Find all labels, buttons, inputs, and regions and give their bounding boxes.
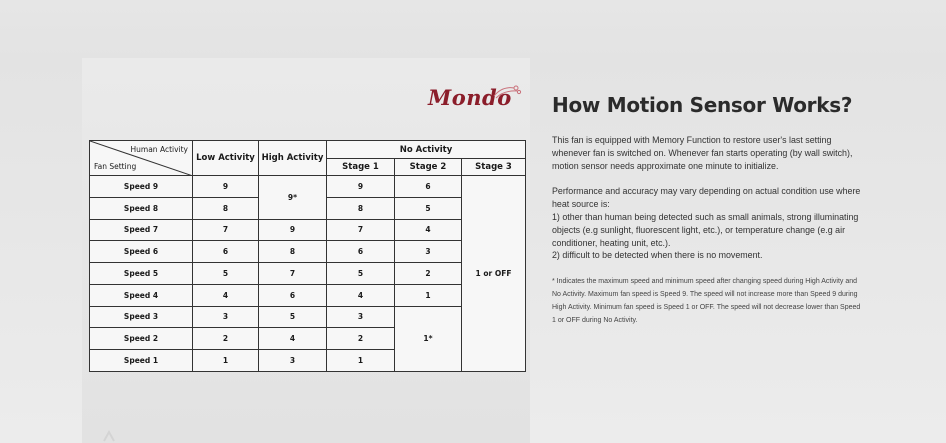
table-row	[90, 176, 526, 198]
human-activity-label: Human Activity	[130, 145, 188, 154]
high-cell: 8	[259, 241, 327, 263]
stage1-cell: 4	[327, 284, 395, 306]
row-label: Speed 8	[90, 197, 193, 219]
table-row	[90, 219, 526, 241]
stage2-cell: 1*	[395, 306, 462, 371]
low-cell: 3	[193, 306, 259, 328]
table-corner-header	[90, 141, 193, 176]
stage1-cell: 1	[327, 350, 395, 372]
stage2-cell: 1	[395, 284, 462, 306]
high-cell: 3	[259, 350, 327, 372]
row-label: Speed 2	[90, 328, 193, 350]
stage2-cell: 2	[395, 263, 462, 285]
performance-paragraph	[552, 185, 862, 262]
stage2-cell: 3	[395, 241, 462, 263]
stage1-cell: 7	[327, 219, 395, 241]
high-cell: 7	[259, 263, 327, 285]
high-cell: 9	[259, 219, 327, 241]
stage3-cell: 1 or OFF	[462, 176, 526, 372]
fan-speed-table	[89, 140, 526, 372]
performance-intro: Performance and accuracy may vary depending on actual condition use where heat source is:	[552, 186, 861, 210]
fan-setting-label: Fan Setting	[94, 162, 137, 171]
high-cell: 6	[259, 284, 327, 306]
stage2-cell: 4	[395, 219, 462, 241]
stage1-cell: 3	[327, 306, 395, 328]
stage1-cell: 6	[327, 241, 395, 263]
low-cell: 1	[193, 350, 259, 372]
table-row	[90, 263, 526, 285]
row-label: Speed 4	[90, 284, 193, 306]
low-cell: 8	[193, 197, 259, 219]
motion-sensor-description	[552, 92, 862, 327]
high-cell: 4	[259, 328, 327, 350]
table-row	[90, 284, 526, 306]
page-title: How Motion Sensor Works?	[552, 93, 853, 117]
row-label: Speed 5	[90, 263, 193, 285]
row-label: Speed 7	[90, 219, 193, 241]
row-label: Speed 6	[90, 241, 193, 263]
low-cell: 6	[193, 241, 259, 263]
high-cell: 9*	[259, 176, 327, 220]
logo-text: Mondo	[428, 85, 512, 110]
performance-item-2: 2) difficult to be detected when there is no movement.	[552, 250, 763, 261]
memory-function-paragraph: This fan is equipped with Memory Function to restore user's last setting whenever fan is switched on. Whenever fan starts operating (by wall switch), motion sensor needs approximate one minute to initialize.	[552, 135, 853, 171]
stage1-cell: 8	[327, 197, 395, 219]
stage1-header: Stage 1	[327, 159, 395, 176]
low-activity-header: Low Activity	[193, 141, 259, 176]
high-cell: 5	[259, 306, 327, 328]
low-cell: 5	[193, 263, 259, 285]
stage2-cell: 6	[395, 176, 462, 198]
performance-item-1: 1) other than human being detected such as small animals, strong illuminating objects (e.g sunlight, fluorescent light, etc.), or temperature change (e.g air conditioner, heating unit, etc.).	[552, 211, 859, 248]
logo-swoosh-icon	[492, 84, 522, 106]
low-cell: 9	[193, 176, 259, 198]
speed-table-image	[82, 58, 530, 443]
scroll-mark-icon	[102, 428, 116, 442]
stage1-cell: 2	[327, 328, 395, 350]
table-row	[90, 241, 526, 263]
low-cell: 2	[193, 328, 259, 350]
footnote: * Indicates the maximum speed and minimum speed after changing speed during High Activity and No Activity. Maximum fan speed is Speed 9. The speed will not increase more than Speed 9 during High Activity. Minimum fan speed is Speed 1 or OFF. The speed will not decrease lower than Speed 1 or OFF during No Activity.	[552, 278, 861, 325]
stage1-cell: 5	[327, 263, 395, 285]
low-cell: 4	[193, 284, 259, 306]
stage2-header: Stage 2	[395, 159, 462, 176]
stage2-cell: 5	[395, 197, 462, 219]
row-label: Speed 9	[90, 176, 193, 198]
no-activity-header: No Activity	[327, 141, 526, 159]
row-label: Speed 1	[90, 350, 193, 372]
row-label: Speed 3	[90, 306, 193, 328]
mondo-logo	[428, 84, 524, 112]
stage3-header: Stage 3	[462, 159, 526, 176]
stage1-cell: 9	[327, 176, 395, 198]
high-activity-header: High Activity	[259, 141, 327, 176]
table-row	[90, 306, 526, 328]
low-cell: 7	[193, 219, 259, 241]
